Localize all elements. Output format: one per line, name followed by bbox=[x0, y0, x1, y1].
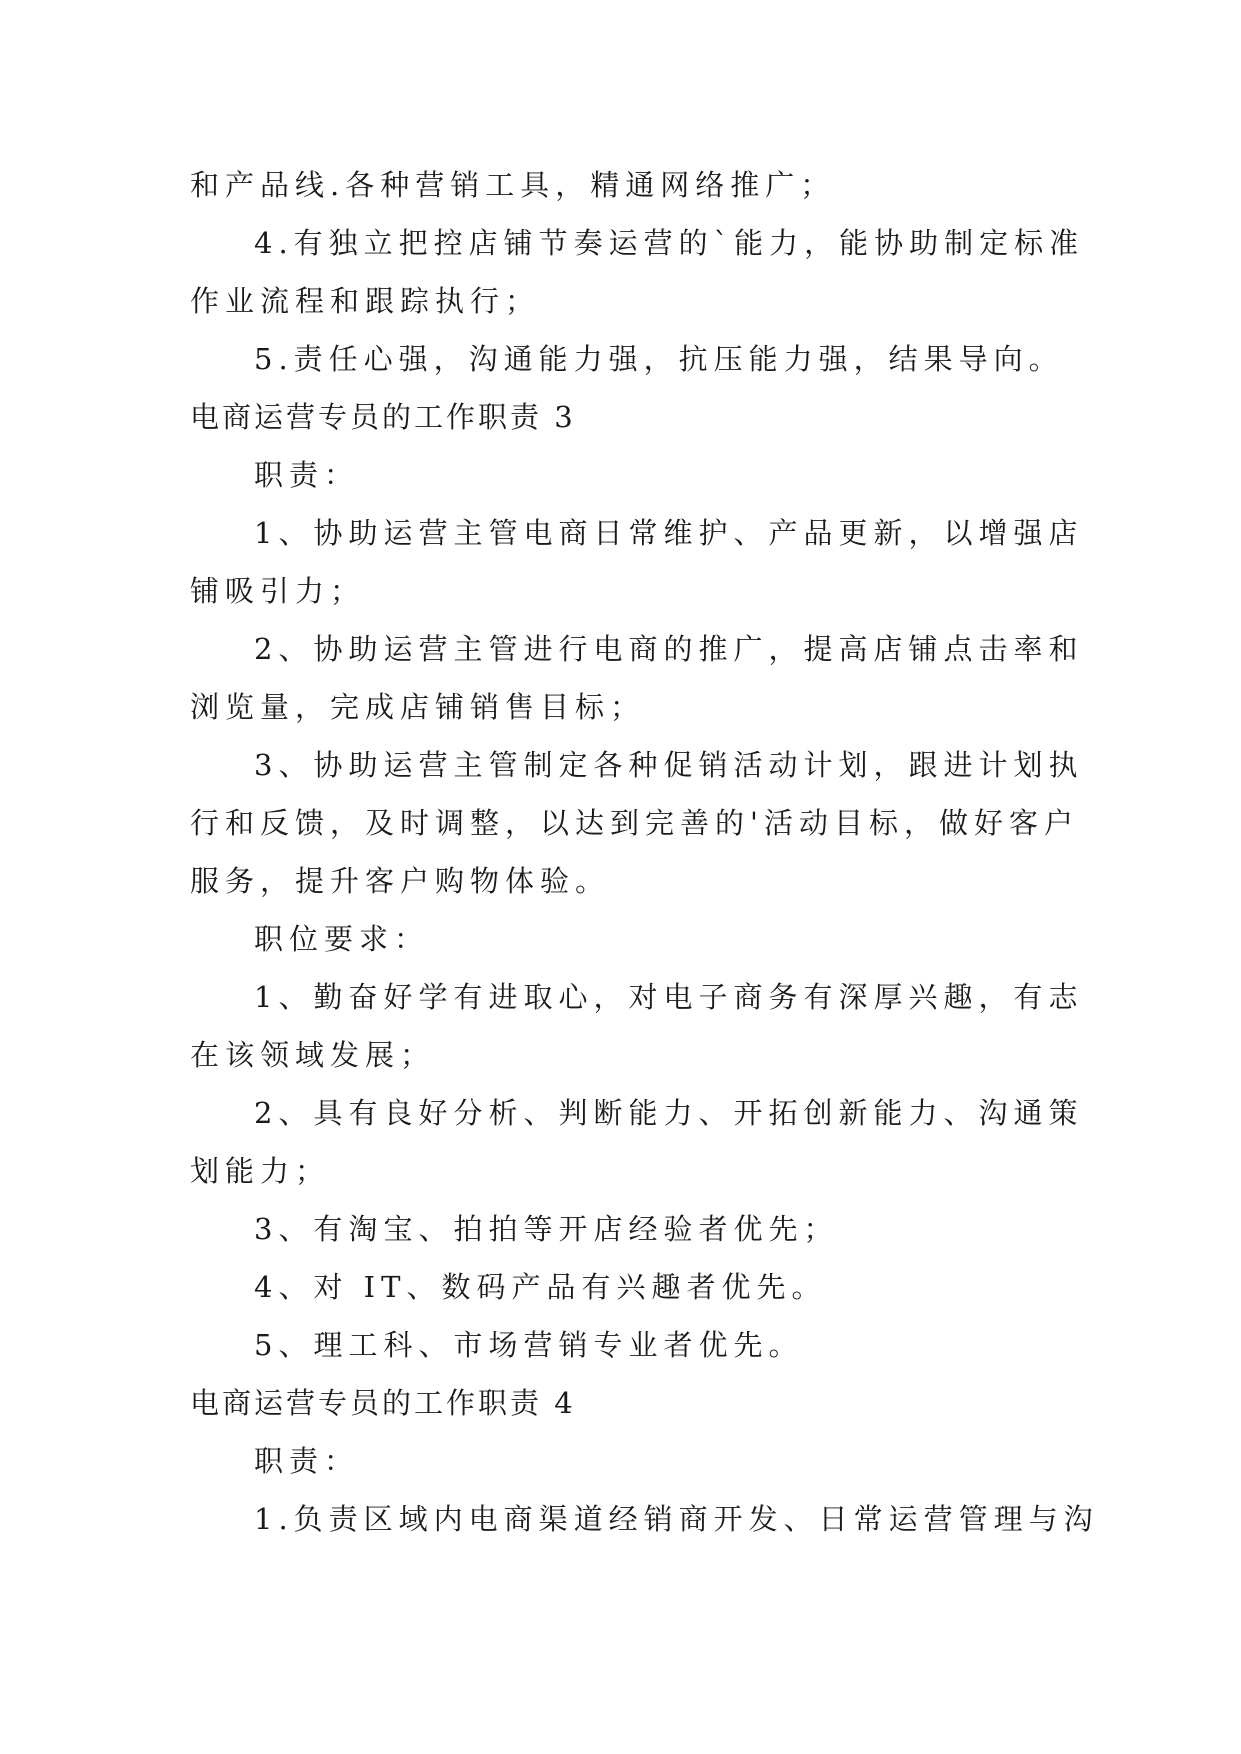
duty-item-3: 3、协助运营主管制定各种促销活动计划，跟进计划执 bbox=[254, 748, 1084, 782]
requirement-item-4: 4、对 IT、数码产品有兴趣者优先。 bbox=[254, 1270, 827, 1304]
body-text-line: 在该领域发展； bbox=[190, 1038, 436, 1072]
duty-item-2: 2、协助运营主管进行电商的推广，提高店铺点击率和 bbox=[254, 632, 1084, 666]
section-heading-4: 电商运营专员的工作职责 4 bbox=[190, 1386, 576, 1420]
duty-item-1: 1、协助运营主管电商日常维护、产品更新，以增强店 bbox=[254, 516, 1084, 550]
body-text-line: 浏览量，完成店铺销售目标； bbox=[190, 690, 646, 724]
requirement-item-5: 5、理工科、市场营销专业者优先。 bbox=[254, 1328, 804, 1362]
subheading-requirements: 职位要求： bbox=[254, 922, 430, 956]
list-item-5: 5.责任心强，沟通能力强，抗压能力强，结果导向。 bbox=[254, 342, 1064, 376]
document-page bbox=[190, 156, 1099, 1548]
body-text-line: 服务，提升客户购物体验。 bbox=[190, 864, 611, 898]
requirement-item-1: 1、勤奋好学有进取心，对电子商务有深厚兴趣，有志 bbox=[254, 980, 1084, 1014]
subheading-duties: 职责： bbox=[254, 458, 360, 492]
duty-item-1: 1.负责区域内电商渠道经销商开发、日常运营管理与沟 bbox=[254, 1502, 1099, 1536]
body-text-line: 和产品线.各种营销工具，精通网络推广； bbox=[190, 168, 836, 202]
body-text-line: 划能力； bbox=[190, 1154, 331, 1188]
subheading-duties: 职责： bbox=[254, 1444, 360, 1478]
body-text-line: 作业流程和跟踪执行； bbox=[190, 284, 541, 318]
requirement-item-2: 2、具有良好分析、判断能力、开拓创新能力、沟通策 bbox=[254, 1096, 1084, 1130]
body-text-line: 行和反馈，及时调整，以达到完善的'活动目标，做好客户 bbox=[190, 806, 1079, 840]
section-heading-3: 电商运营专员的工作职责 3 bbox=[190, 400, 576, 434]
requirement-item-3: 3、有淘宝、拍拍等开店经验者优先； bbox=[254, 1212, 839, 1246]
list-item-4: 4.有独立把控店铺节奏运营的`能力，能协助制定标准 bbox=[254, 226, 1085, 260]
body-text-line: 铺吸引力； bbox=[190, 574, 366, 608]
